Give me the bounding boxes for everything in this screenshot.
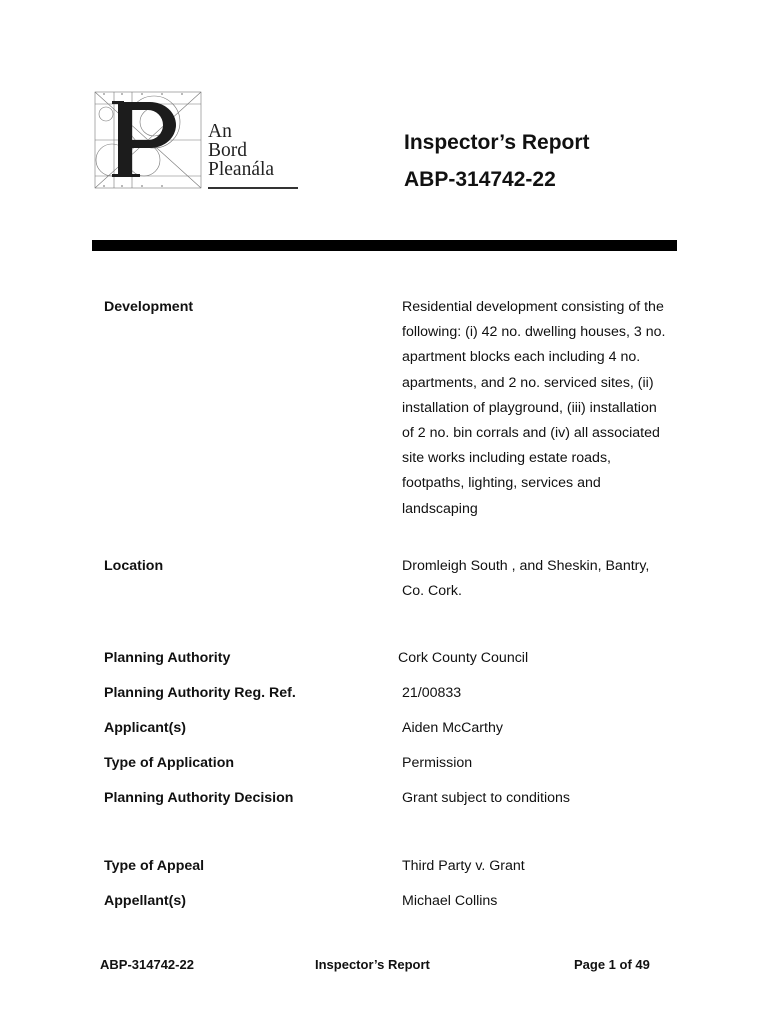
logo-line-1: An xyxy=(208,121,232,142)
appellant-label: Appellant(s) xyxy=(104,893,186,909)
application-type-label: Type of Application xyxy=(104,755,235,771)
appeal-type-label: Type of Appeal xyxy=(104,858,205,874)
footer-title: Inspector’s Report xyxy=(315,957,430,972)
location-value: Dromleigh South , and Sheskin, Bantry, Co. Cork. xyxy=(402,558,650,600)
an-bord-pleanala-logo xyxy=(92,88,304,192)
logo-line-2: Bord xyxy=(208,140,247,161)
development-value: Residential development consisting of the following: (i) 42 no. dwelling houses, 3 no. apartment blocks each including 4 no. apartments, and 2 no. serviced sites, (ii) installation of playground, (iii) installation of 2 no. bin corrals and (iv) all associated site works including estate roads, footpaths, lighting, services and landscaping xyxy=(402,299,666,517)
development-label: Development xyxy=(104,299,194,315)
footer-reference: ABP-314742-22 xyxy=(100,957,194,972)
location-label: Location xyxy=(104,558,164,574)
applicant-value: Aiden McCarthy xyxy=(402,720,503,736)
report-reference: ABP-314742-22 xyxy=(404,168,556,191)
appellant-value: Michael Collins xyxy=(402,893,498,909)
logo-underline xyxy=(208,187,298,189)
decision-value: Grant subject to conditions xyxy=(402,790,570,806)
planning-authority-value: Cork County Council xyxy=(398,650,529,666)
decision-label: Planning Authority Decision xyxy=(104,790,294,806)
header-divider xyxy=(92,240,677,251)
footer-page-number: Page 1 of 49 xyxy=(574,957,650,972)
report-title: Inspector’s Report xyxy=(404,131,590,154)
applicant-label: Applicant(s) xyxy=(104,720,186,736)
application-type-value: Permission xyxy=(402,755,473,771)
an-bord-pleanala-logo-icon xyxy=(92,88,204,192)
reg-ref-value: 21/00833 xyxy=(402,685,462,701)
planning-authority-label: Planning Authority xyxy=(104,650,231,666)
logo-line-3: Pleanála xyxy=(208,159,275,180)
logo-wordmark xyxy=(208,122,274,179)
reg-ref-label: Planning Authority Reg. Ref. xyxy=(104,685,296,701)
appeal-type-value: Third Party v. Grant xyxy=(402,858,525,874)
